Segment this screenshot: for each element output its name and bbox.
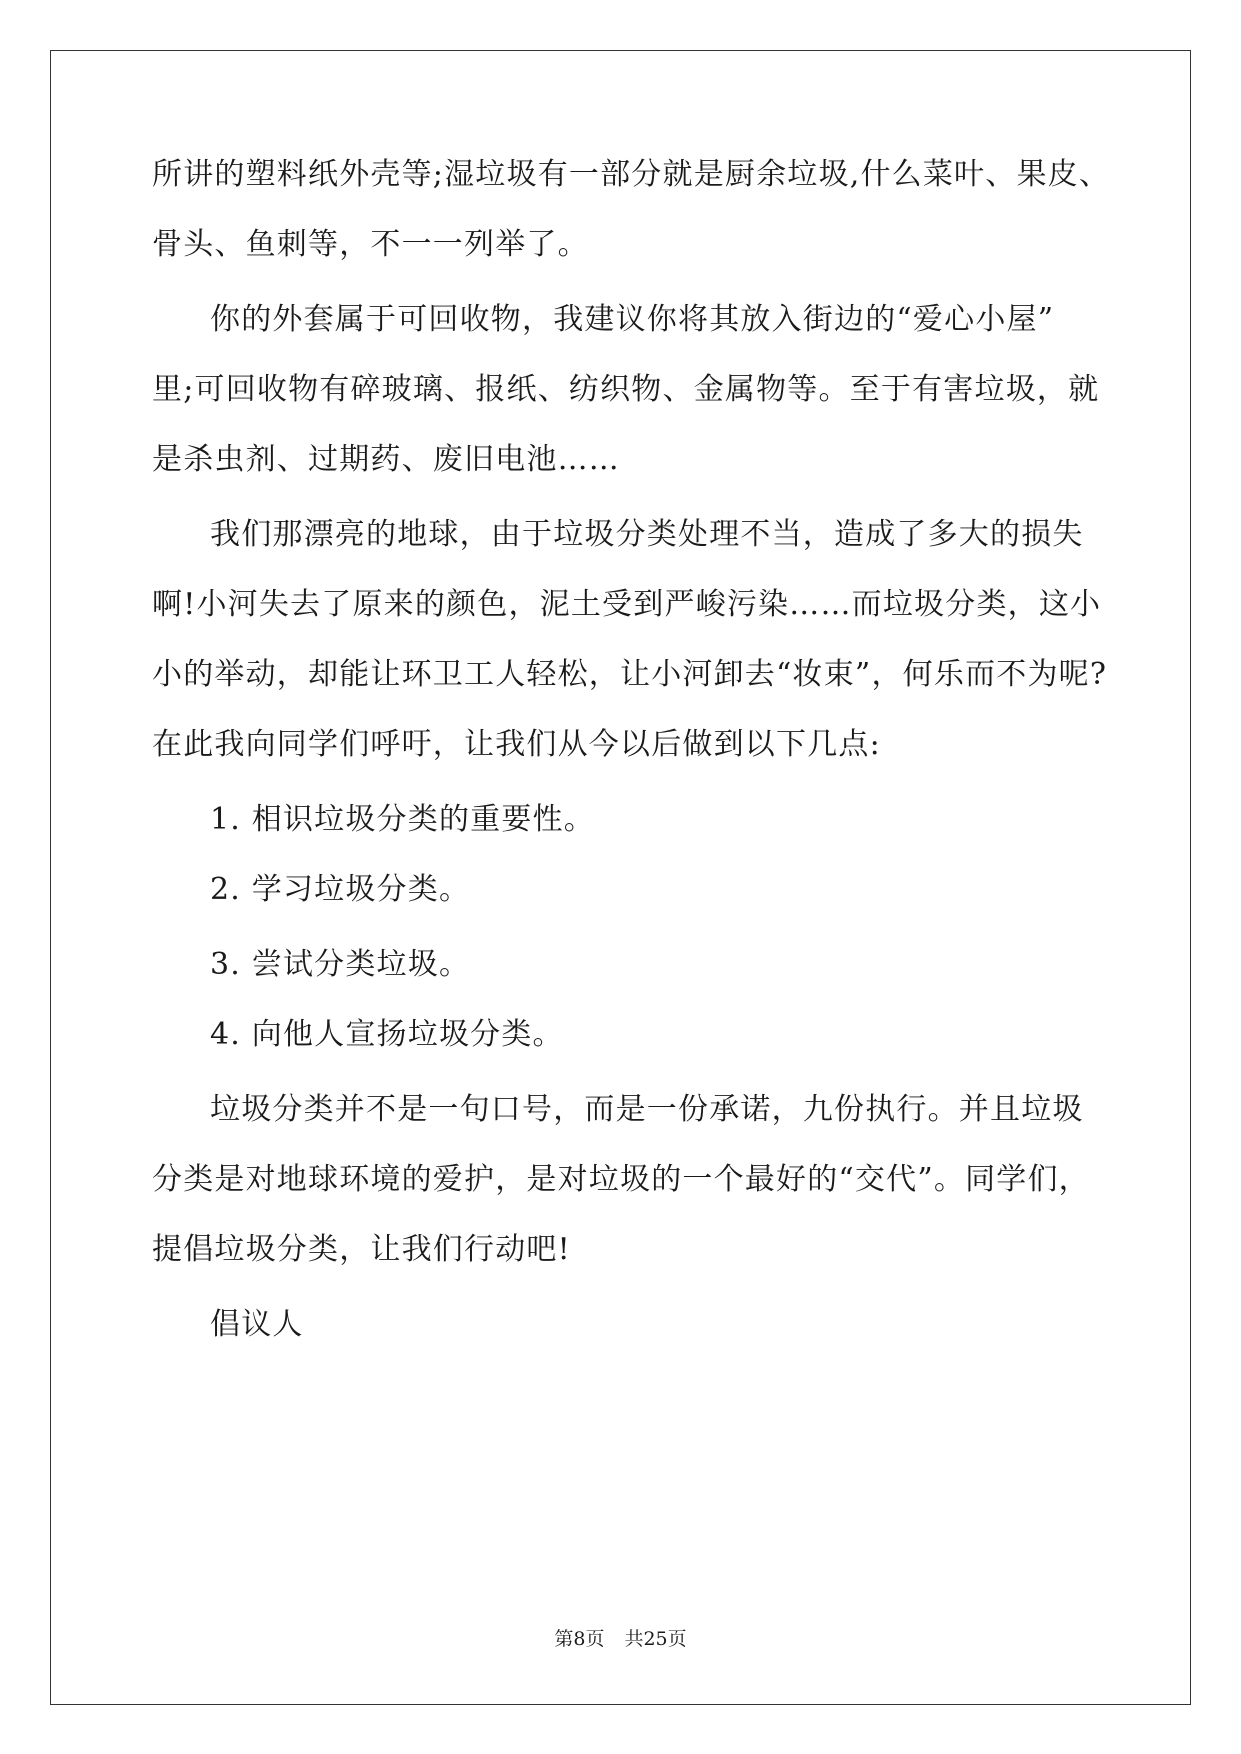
text-line: 啊!小河失去了原来的颜色，泥土受到严峻污染……而垃圾分类，这小 bbox=[152, 587, 1102, 622]
text-line: 是杀虫剂、过期药、废旧电池…… bbox=[152, 442, 620, 477]
text-line: 提倡垃圾分类，让我们行动吧! bbox=[152, 1232, 571, 1267]
text-line: 小的举动，却能让环卫工人轻松，让小河卸去“妆束”，何乐而不为呢? bbox=[152, 657, 1108, 692]
text-line: 4. 向他人宣扬垃圾分类。 bbox=[210, 1017, 564, 1052]
text-line: 我们那漂亮的地球，由于垃圾分类处理不当，造成了多大的损失 bbox=[210, 517, 1084, 552]
text-line: 在此我向同学们呼吁，让我们从今以后做到以下几点: bbox=[152, 727, 881, 762]
page-total: 共25页 bbox=[624, 1628, 687, 1650]
text-line: 1. 相识垃圾分类的重要性。 bbox=[210, 802, 595, 837]
page-number: 第8页 bbox=[554, 1628, 605, 1650]
text-line: 3. 尝试分类垃圾。 bbox=[210, 947, 471, 982]
text-line: 分类是对地球环境的爱护，是对垃圾的一个最好的“交代”。同学们， bbox=[152, 1162, 1090, 1197]
text-line: 你的外套属于可回收物，我建议你将其放入街边的“爱心小屋” bbox=[210, 302, 1055, 337]
page-footer bbox=[0, 1628, 1241, 1650]
text-line: 2. 学习垃圾分类。 bbox=[210, 872, 471, 907]
text-line: 倡议人 bbox=[210, 1307, 304, 1342]
text-line: 所讲的塑料纸外壳等;湿垃圾有一部分就是厨余垃圾,什么菜叶、果皮、 bbox=[152, 157, 1111, 192]
text-line: 垃圾分类并不是一句口号，而是一份承诺，九份执行。并且垃圾 bbox=[210, 1092, 1084, 1127]
text-line: 里;可回收物有碎玻璃、报纸、纺织物、金属物等。至于有害垃圾，就 bbox=[152, 372, 1100, 407]
text-line: 骨头、鱼刺等，不一一列举了。 bbox=[152, 227, 589, 262]
